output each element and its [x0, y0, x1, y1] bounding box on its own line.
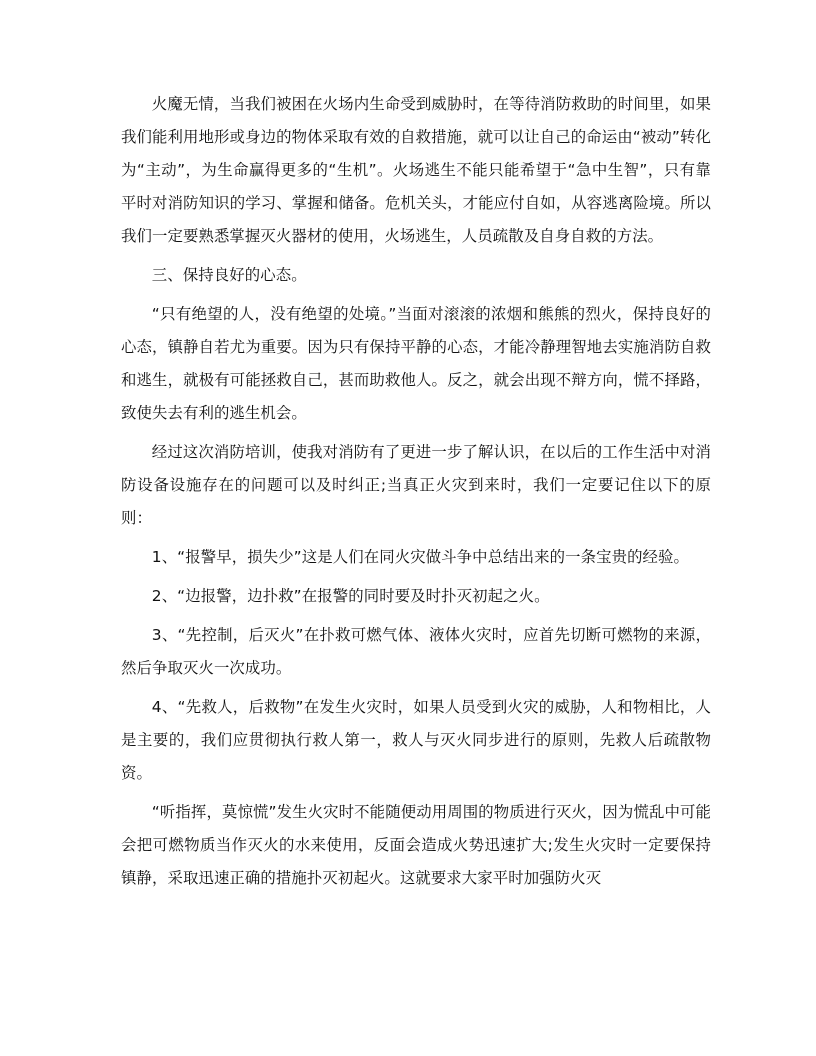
- paragraph-mindset: “只有绝望的人，没有绝望的处境。”当面对滚滚的浓烟和熊熊的烈火，保持良好的心态，镇静自若尤为重要。因为只有保持平静的心态，才能冷静理智地去实施消防自救和逃生，就极有可能拯救自己，甚而助救他人。反之，就会出现不辩方向，慌不择路，致使失去有利的逃生机会。: [121, 305, 711, 422]
- principle-item-3: 3、“先控制，后灭火”在扑救可燃气体、液体火灾时，应首先切断可燃物的来源，然后争取灭火一次成功。: [121, 626, 711, 677]
- principle-item-1: 1、“报警早，损失少”这是人们在同火灾做斗争中总结出来的一条宝贵的经验。: [151, 548, 690, 566]
- principle-item-4: 4、“先救人，后救物”在发生火灾时，如果人员受到火灾的威胁，人和物相比，人是主要的，我们应贯彻执行救人第一，救人与灭火同步进行的原则，先救人后疏散物资。: [121, 698, 711, 782]
- principle-item-2: 2、“边报警，边扑救”在报警的同时要及时扑灭初起之火。: [151, 587, 550, 605]
- document-body: [121, 88, 711, 901]
- paragraph-training-summary: 经过这次消防培训，使我对消防有了更进一步了解认识，在以后的工作生活中对消防设备设施存在的问题可以及时纠正;当真正火灾到来时，我们一定要记住以下的原则：: [121, 443, 711, 527]
- paragraph-escape-intro: 火魔无情，当我们被困在火场内生命受到威胁时，在等待消防救助的时间里，如果我们能利用地形或身边的物体采取有效的自救措施，就可以让自己的命运由“被动”转化为“主动”，为生命赢得更多的“生机”。火场逃生不能只能希望于“急中生智”，只有靠平时对消防知识的学习、掌握和储备。危机关头，才能应付自如，从容逃离险境。所以我们一定要熟悉掌握灭火器材的使用，火场逃生，人员疏散及自身自救的方法。: [121, 95, 711, 245]
- section-heading-mindset: 三、保持良好的心态。: [151, 266, 307, 284]
- paragraph-follow-command: “听指挥，莫惊慌”发生火灾时不能随便动用周围的物质进行灭火，因为慌乱中可能会把可燃物质当作灭火的水来使用，反面会造成火势迅速扩大;发生火灾时一定要保持镇静，采取迅速正确的措施扑灭初起火。这就要求大家平时加强防火灭: [121, 803, 711, 887]
